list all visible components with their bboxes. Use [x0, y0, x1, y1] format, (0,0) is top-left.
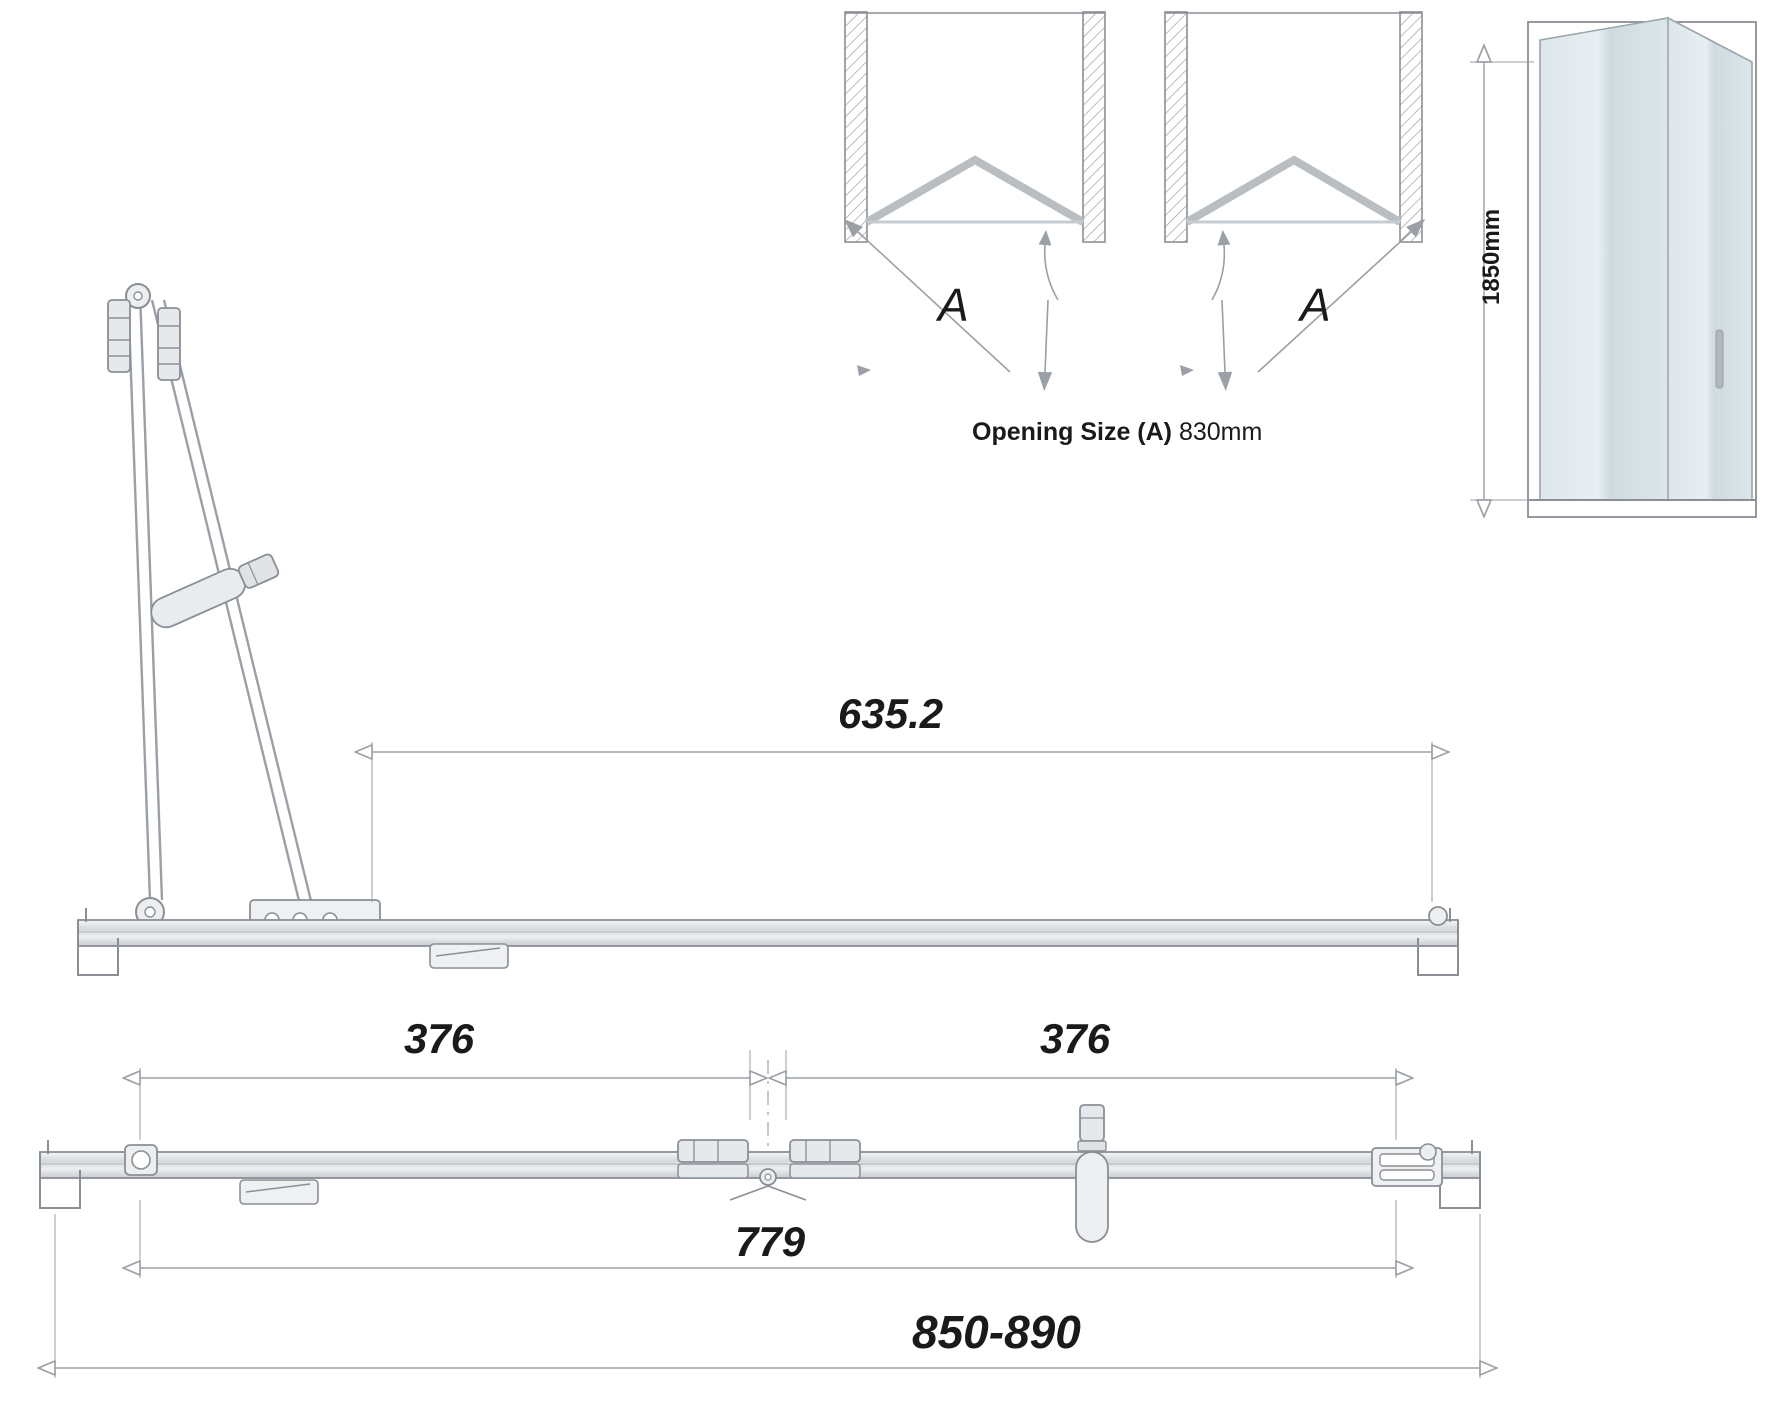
assembly-view-lower [40, 1060, 1480, 1242]
opening-angle-label-right: A [1300, 279, 1331, 331]
assembly-view-upper [78, 284, 1458, 975]
height-dimension-label: 1850mm [1478, 208, 1505, 305]
panel-left-dimension-label: 376 [404, 1015, 475, 1062]
opening-angle-label-left: A [938, 279, 969, 331]
opening-size-label: Opening Size (A) [972, 418, 1172, 446]
overall-width-dimension-label: 850-890 [912, 1306, 1081, 1358]
plan-view-left [845, 12, 1105, 376]
panel-right-dimension-label: 376 [1040, 1015, 1111, 1062]
upper-track-dimension-label: 635.2 [838, 690, 944, 737]
plan-view-right [1165, 12, 1422, 376]
elevation-view [1470, 18, 1756, 517]
track-width-dimension-label: 779 [735, 1218, 806, 1265]
opening-size-value: 830mm [1178, 418, 1263, 446]
opening-size-caption [972, 418, 1262, 447]
